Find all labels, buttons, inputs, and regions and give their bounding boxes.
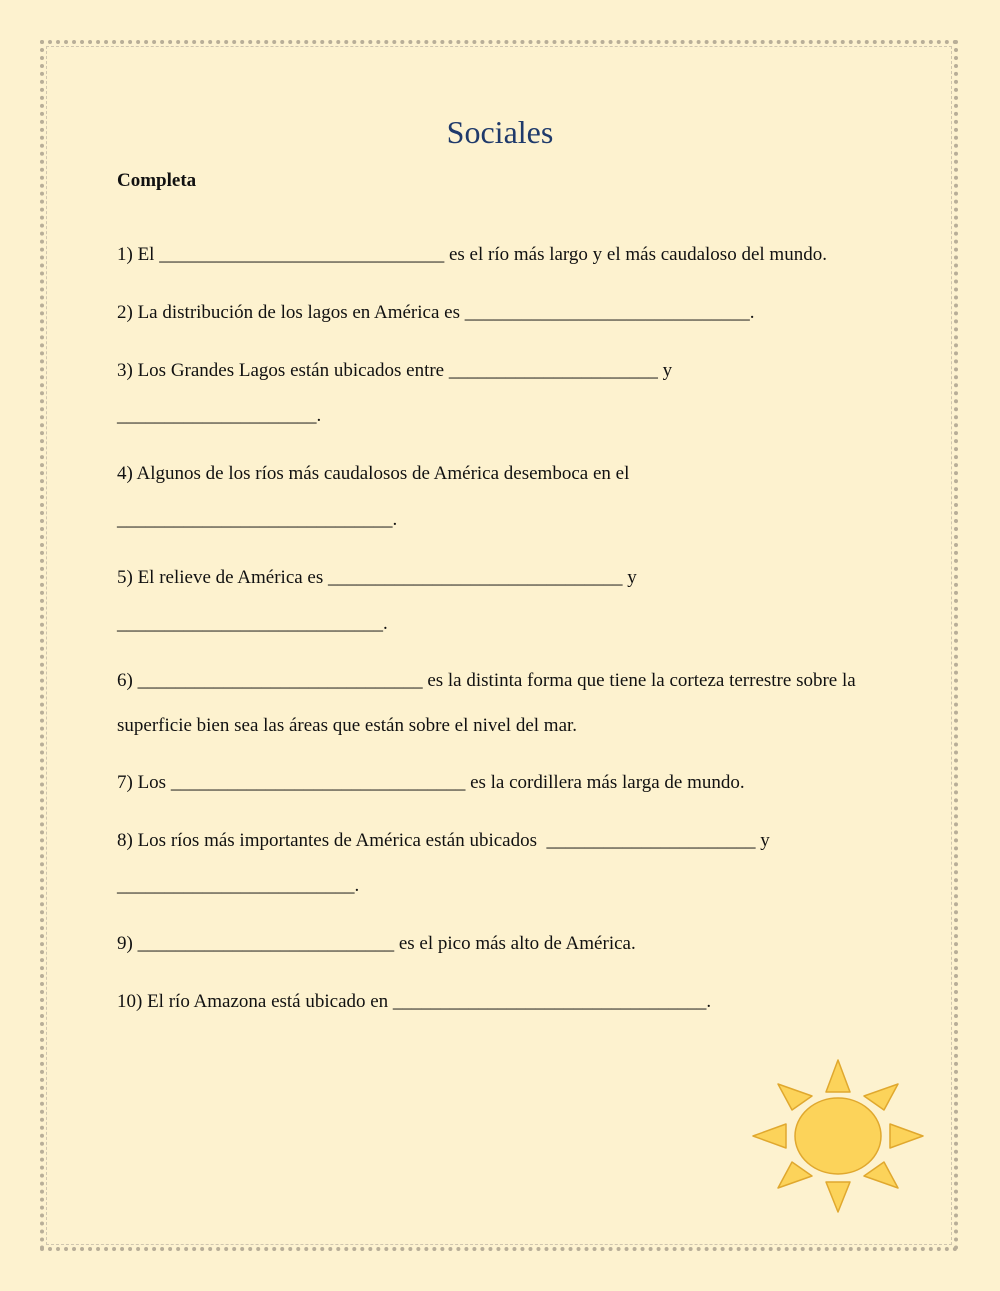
question-10: 10) El río Amazona está ubicado en _________________________________. bbox=[117, 991, 712, 1012]
question-5-continuation: ____________________________. bbox=[117, 613, 388, 634]
question-4-continuation: _____________________________. bbox=[117, 509, 398, 530]
instructions-heading: Completa bbox=[117, 170, 197, 191]
question-9: 9) ___________________________ es el pico más alto de América. bbox=[117, 933, 636, 954]
page-title: Sociales bbox=[446, 114, 554, 150]
question-3-continuation: _____________________. bbox=[117, 405, 322, 426]
question-1: 1) El ______________________________ es el río más largo y el más caudaloso del mundo. bbox=[117, 244, 827, 265]
question-7: 7) Los _______________________________ es la cordillera más larga de mundo. bbox=[117, 772, 745, 793]
question-5: 5) El relieve de América es _______________________________ y bbox=[117, 567, 637, 588]
sun-icon bbox=[748, 1056, 928, 1216]
question-4: 4) Algunos de los ríos más caudalosos de América desemboca en el bbox=[117, 463, 630, 484]
question-8-continuation: _________________________. bbox=[117, 875, 360, 896]
question-3: 3) Los Grandes Lagos están ubicados entre ______________________ y bbox=[117, 360, 673, 381]
question-6: 6) ______________________________ es la distinta forma que tiene la corteza terrestre sobre la bbox=[117, 670, 856, 691]
question-8: 8) Los ríos más importantes de América están ubicados ______________________ y bbox=[117, 830, 770, 851]
question-6-continuation: superficie bien sea las áreas que están sobre el nivel del mar. bbox=[117, 715, 578, 736]
question-2: 2) La distribución de los lagos en América es ______________________________. bbox=[117, 302, 755, 323]
